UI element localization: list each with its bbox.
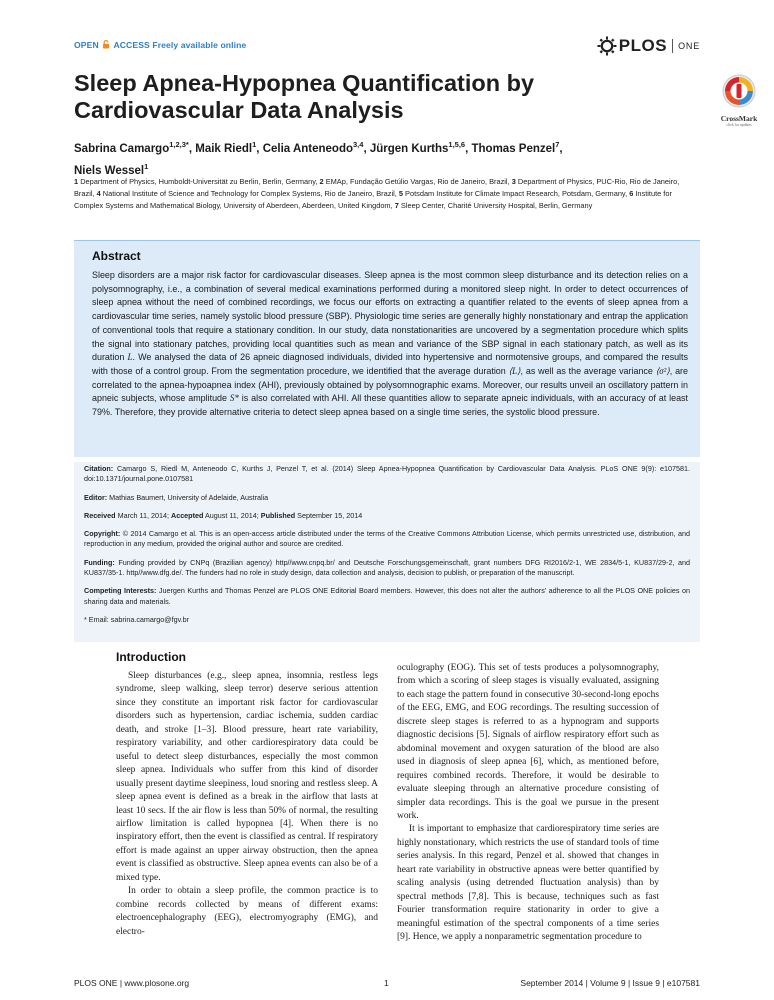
math-mean-variance: ⟨σ²⟩	[655, 365, 670, 376]
affiliation: 1 Department of Physics, Humboldt-Universität zu Berlin, Berlin, Germany,	[74, 177, 318, 186]
affiliation: 4 National Institute of Science and Technology for Complex Systems, Rio de Janeiro, Brazil,	[96, 189, 397, 199]
author: Niels Wessel$^1$	[74, 161, 149, 177]
affiliation: 3 Department of Physics, PUC-Rio, Rio de Janeiro, Brazil,	[74, 177, 680, 199]
affiliation: 6 Institute for Complex Systems and Mathematical Biology, University of Aberdeen, Aberdeen, United Kingdom,	[74, 189, 672, 211]
crossmark-label: CrossMark	[720, 114, 758, 123]
body-column-right	[397, 662, 659, 945]
body-paragraph: oculography (EOG). This set of tests produces a polysomnography, from which a scoring of sleep stages is visually evaluated, assigning to each stage the pattern found in consecutive 30-second-long epochs of the EEG, EMG, and EOG recordings. The resulting succession of discrete sleep stages is referred to as a hypnogram and supports diagnostic decisions [5]. Signals of airflow respiratory effort such as abdominal movement and oxygen saturation of the blood are also used in diagnosis of sleep apnea [6], which, as mentioned before, requires combined records. Therefore, it would be desirable to evaluate sleeping through an alternative procedure consisting of simpler data recordings. This is the goal we pursue in the present work.	[397, 663, 659, 821]
author: Jürgen Kurths$^{1,5,6}$,	[369, 140, 472, 155]
body-paragraph: It is important to emphasize that cardiorespiratory time series are highly nonstationary, which restricts the use of standard tools of time series analysis. In this regard, Penzel et al. showed that changes in heart rate variability in obstructive apneas were better quantified by scaling analysis (using detrended fluctuation analysis) than by spectral methods [7,8]. This is because, techniques such as fast Fourier transformation require stationarity in order to give a meaningful estimation of the spectral components of a time series [9]. Hence, we apply a nonparametric segmentation procedure to	[397, 824, 659, 943]
abstract-text: Sleep disorders are a major risk factor for cardiovascular diseases. Sleep apnea is the most common sleep disturbance and its detection relies on a polysomnography, i.e., a combination of several medical examinations performed during a monitored sleep night. In order to detect occurrences of sleep apnea without the need of combined recordings, we focus our efforts on extracting a quantifier related to the events of sleep apnea from a cardiovascular time series, namely systolic blood pressure (SBP). Physiologic time series are generally highly nonstationary and entrap the application of conventional tools that require a stationary condition. In our study, data nonstationarities are uncovered by a segmentation procedure which splits the signal into stationary patches, providing local quantities such as mean and variance of the SBP signal in each stationary patch, as well as its duration L. We analysed the data of 26 apneic diagnosed individuals, divided into hypertensive and normotensive groups, and compared the results with those of a control group. From the segmentation procedure, we identified that the average duration ⟨L⟩, as well as the average variance ⟨σ²⟩, are correlated to the apnea-hypoapnea index (AHI), previously obtained by polysomnographic exams. Moreover, our results unveil an oscillatory pattern in apneic subjects, whose amplitude S* is also correlated with AHI. All these quantities allow to separate apneic individuals, with an accuracy of at least 79%. Therefore, they provide alternative criteria to detect sleep apnea based on a single time series, the systolic blood pressure.	[92, 270, 689, 418]
article-metadata	[74, 462, 700, 642]
plos-logo-icon	[597, 36, 617, 56]
section-heading-introduction: Introduction	[116, 650, 186, 664]
author: Thomas Penzel$^7$,	[471, 140, 563, 155]
crossmark-sublabel: click for updates	[726, 123, 752, 127]
footer-issue: September 2014 | Volume 9 | Issue 9 | e107581	[520, 978, 700, 988]
plos-one-logo	[597, 36, 700, 56]
affiliation: 7 Sleep Center, Charité University Hospital, Berlin, Germany	[394, 201, 593, 211]
affiliation: 5 Potsdam Institute for Climate Impact Research, Potsdam, Germany,	[398, 189, 628, 199]
open-access-banner	[74, 40, 246, 50]
open-access-text: ACCESS Freely available online	[113, 40, 247, 50]
author: Maik Riedl$^1$,	[195, 140, 263, 155]
affiliation-list	[74, 176, 700, 213]
author: Celia Anteneodo$^{3,4}$,	[262, 140, 370, 155]
crossmark-icon	[722, 74, 756, 108]
article-title: Sleep Apnea-Hypopnea Quantification by Cardiovascular Data Analysis	[74, 70, 535, 123]
footer-journal: PLOS ONE | www.plosone.org	[74, 978, 190, 988]
open-access-prefix: OPEN	[74, 40, 99, 50]
open-lock-icon	[102, 40, 110, 49]
abstract-box	[74, 240, 700, 457]
dates: Received March 11, 2014; Accepted August 11, 2014; Published September 15, 2014	[84, 510, 363, 520]
page-footer	[74, 978, 700, 990]
corresponding-email[interactable]: * Email: sabrina.camargo@fgv.br	[84, 614, 190, 624]
funding: Funding: Funding provided by CNPq (Brazilian agency) http//www.cnpq.br/ and Deutsche Forschungsgemeinschaft, grant numbers DFG RI2016/2-1, WE 2834/5-1, KU837/29-2, and KU837/35-1. http//www.dfg.de/. The funders had no role in study design, data collection and analysis, decision to publish, or preparation of the manuscript.	[84, 557, 691, 578]
body-paragraph: Sleep disturbances (e.g., sleep apnea, insomnia, restless legs syndrome, sleep walking, sleep terror) deserve serious attention since they constitute an important risk factor for cardiovascular disorders such as hypertension, cardiac ischemia, sudden cardiac death, and stroke [1–3]. Blood pressure, heart rate variability, respiratory variability, and other cardiorespiratory data could be useful to detect sleep disturbances, especially the most common sleep apnea. Individuals who suffer from this kind of disorder usually present daytime sleepiness, loud snoring and restless sleep. A sleep apnea event is defined as a break in the airflow that lasts at least 10 secs. If the air flow is less than 50% of normal, the resulting airflow limitation is called hypopnea [4]. When there is no inspiratory effort, then the event is classified as central. If respiratory effort is made against an upper airway obstruction, then the apnea event is classified as obstructive. Sleep apnea events can also be of a mixed type.	[116, 671, 378, 883]
editor: Editor: Mathias Baumert, University of Adelaide, Australia	[84, 492, 269, 502]
author: Sabrina Camargo$^{1,2,3*}$,	[74, 140, 196, 155]
math-amplitude: S*	[229, 393, 239, 404]
crossmark-badge[interactable]	[718, 74, 760, 127]
logo-divider	[672, 39, 673, 53]
accuracy-value: 79%	[92, 407, 110, 418]
page-number: 1	[384, 978, 389, 988]
author-list	[74, 136, 714, 180]
abstract-heading: Abstract	[92, 249, 141, 263]
math-L: L	[127, 352, 133, 363]
citation: Citation: Camargo S, Riedl M, Anteneodo C, Kurths J, Penzel T, et al. (2014) Sleep Apnea-Hypopnea Quantification by Cardiovascular Data Analysis. PLoS ONE 9(9): e107581. doi:10.1371/journal.pone.0107581	[84, 464, 690, 484]
affiliation: 2 EMAp, Fundação Getúlio Vargas, Rio de Janeiro, Brazil,	[319, 177, 510, 186]
math-mean-L: ⟨L⟩	[508, 365, 521, 376]
body-paragraph: In order to obtain a sleep profile, the common practice is to combine records collected by means of different exams: electroencephalography (EEG), electromyography (EMG), and electro-	[116, 886, 378, 937]
copyright: Copyright: © 2014 Camargo et al. This is an open-access article distributed under the terms of the Creative Commons Attribution License, which permits unrestricted use, distribution, and reproduction in any medium, provided the original author and source are credited.	[84, 529, 690, 549]
body-column-left	[116, 650, 378, 939]
competing-interests: Competing Interests: Juergen Kurths and Thomas Penzel are PLOS ONE Editorial Board members. However, this does not alter the authors' adherence to all the PLOS ONE policies on sharing data and materials.	[84, 586, 690, 606]
plos-wordmark: PLOS	[618, 36, 668, 55]
journal-header	[74, 36, 700, 56]
journal-subname: ONE	[678, 41, 700, 51]
